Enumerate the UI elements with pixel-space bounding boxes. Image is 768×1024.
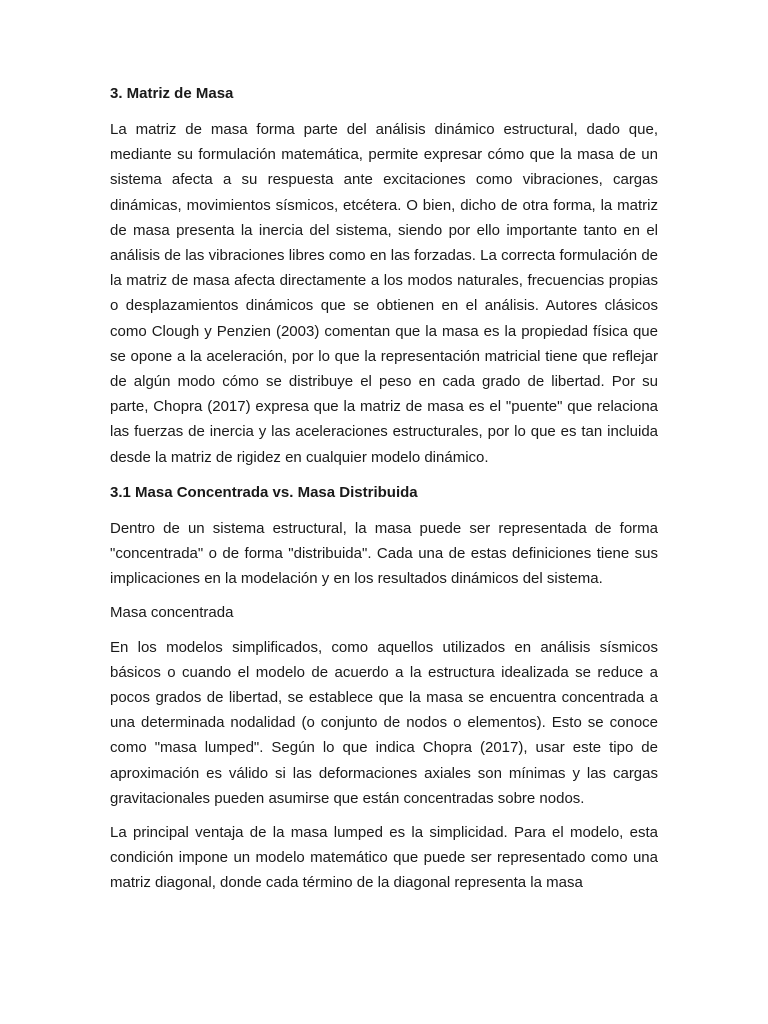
document-page xyxy=(110,84,658,896)
subsection-label: Masa concentrada xyxy=(110,604,234,622)
section-title: 3. Matriz de Masa xyxy=(110,85,234,102)
subsection-paragraph-2: En los modelos simplificados, como aquellos utilizados en análisis sísmicos básicos o cuando el modelo de acuerdo a la estructura idealizada se reduce a pocos grados de libertad, se establece que la masa se encuentra concentrada a una determinada nodalidad (o conjunto de nodos o elementos). Esto se conoce como "masa lumped". Según lo que indica Chopra (2017), usar este tipo de aproximación es válido si las deformaciones axiales son mínimas y las cargas gravitacionales pueden asumirse que están concentradas sobre nodos. xyxy=(110,638,658,807)
subsection-paragraph-3: La principal ventaja de la masa lumped es la simplicidad. Para el modelo, esta condición impone un modelo matemático que puede ser representado como una matriz diagonal, donde cada término de la diagonal representa la masa xyxy=(110,824,658,892)
subsection-title: 3.1 Masa Concentrada vs. Masa Distribuida xyxy=(110,483,418,501)
section-paragraph-1: La matriz de masa forma parte del análisis dinámico estructural, dado que, mediante su formulación matemática, permite expresar cómo que la masa de un sistema afecta a su respuesta ante excitaciones como vibraciones, cargas dinámicas, movimientos sísmicos, etcétera. O bien, dicho de otra forma, la matriz de masa presenta la inercia del sistema, siendo por ello importante tanto en el análisis de las vibraciones libres como en las forzadas. La correcta formulación de la matriz de masa afecta directamente a los modos naturales, frecuencias propias o desplazamientos dinámicos que se obtienen en el análisis. Autores clásicos como Clough y Penzien (2003) comentan que la masa es la propiedad física que se opone a la aceleración, por lo que la representación matricial tiene que reflejar de algún modo cómo se distribuye el peso en cada grado de libertad. Por su parte, Chopra (2017) expresa que la matriz de masa es el "puente" que relaciona las fuerzas de inercia y las aceleraciones estructurales, por lo que es tan incluida desde la matriz de rigidez en cualquier modelo dinámico. xyxy=(110,121,658,466)
subsection-paragraph-1: Dentro de un sistema estructural, la masa puede ser representada de forma "concentrada" o de forma "distribuida". Cada una de estas definiciones tiene sus implicaciones en la modelación y en los resultados dinámicos del sistema. xyxy=(110,519,658,588)
